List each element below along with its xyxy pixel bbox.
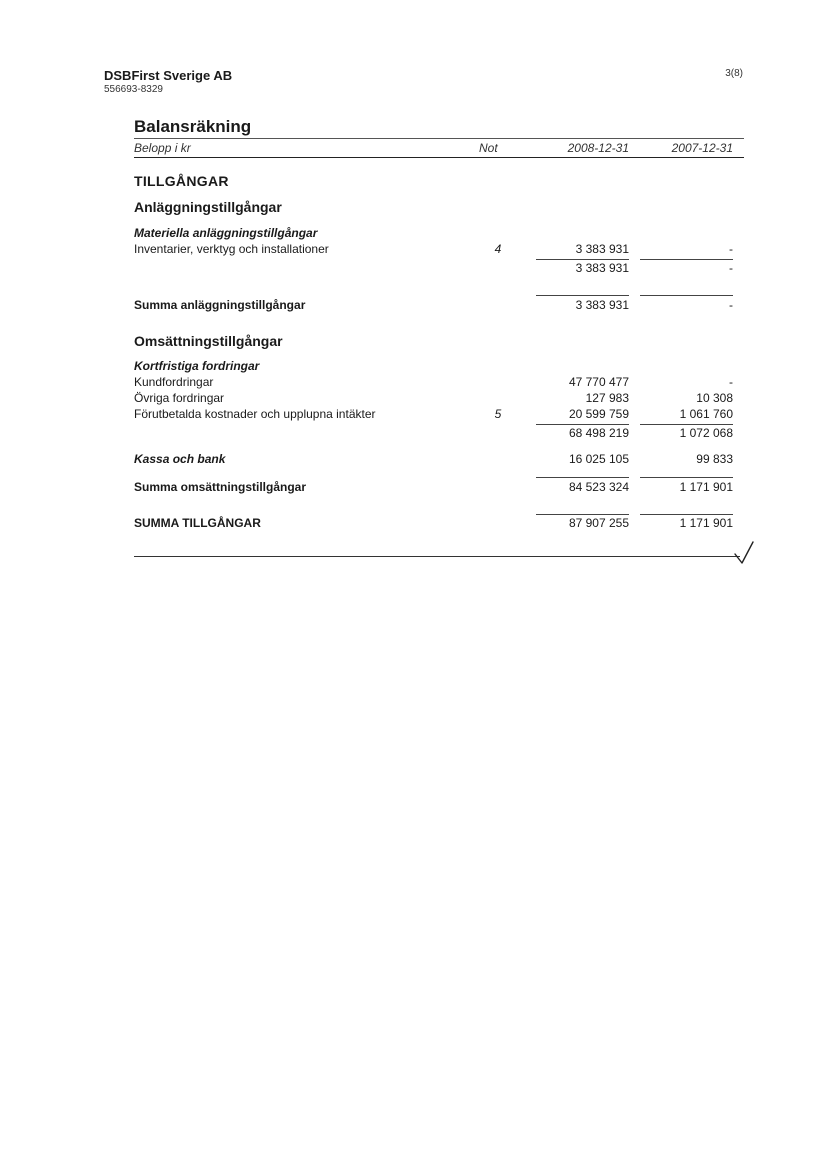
total-label: Summa anläggningstillgångar <box>134 298 306 312</box>
total-rule <box>536 295 629 296</box>
grand-total-rule <box>640 514 733 515</box>
row-note: 5 <box>494 407 502 421</box>
row-value-2008: 3 383 931 <box>575 242 629 256</box>
total-value-2008: 3 383 931 <box>575 298 629 312</box>
total-value-2007: 1 171 901 <box>679 480 733 494</box>
check-mark-icon <box>733 540 755 566</box>
row-value-2008: 20 599 759 <box>568 407 629 421</box>
row-label: Övriga fordringar <box>134 391 225 405</box>
column-header-2008: 2008-12-31 <box>567 141 629 155</box>
subtotal-rule <box>640 259 733 260</box>
row-value-2007: - <box>729 375 733 389</box>
subtotal-value-2007: 1 072 068 <box>679 426 733 440</box>
row-value-2008: 127 983 <box>585 391 629 405</box>
row-note: 4 <box>494 242 502 256</box>
subtotal-rule <box>640 424 733 425</box>
row-label: Kundfordringar <box>134 375 214 389</box>
cash-label: Kassa och bank <box>134 452 226 466</box>
row-value-2007: 10 308 <box>696 391 733 405</box>
total-rule <box>640 477 733 478</box>
cash-value-2007: 99 833 <box>696 452 733 466</box>
header-rule <box>134 157 744 158</box>
total-rule <box>640 295 733 296</box>
grand-total-value-2008: 87 907 255 <box>568 516 629 530</box>
page-number: 3(8) <box>725 68 743 79</box>
subtotal-value-2007: - <box>729 261 733 275</box>
page-title: Balansräkning <box>134 117 252 136</box>
section-assets-heading: TILLGÅNGAR <box>134 173 229 189</box>
total-label: Summa omsättningstillgångar <box>134 480 307 494</box>
grand-total-value-2007: 1 171 901 <box>679 516 733 530</box>
total-value-2008: 84 523 324 <box>568 480 629 494</box>
cash-value-2008: 16 025 105 <box>568 452 629 466</box>
row-value-2008: 47 770 477 <box>568 375 629 389</box>
grand-total-rule <box>536 514 629 515</box>
subtotal-value-2008: 3 383 931 <box>575 261 629 275</box>
grand-total-label: SUMMA TILLGÅNGAR <box>134 516 261 530</box>
row-label: Inventarier, verktyg och installationer <box>134 242 329 256</box>
title-rule <box>134 138 744 139</box>
org-number: 556693-8329 <box>104 84 163 95</box>
column-header-label: Belopp i kr <box>134 141 191 155</box>
total-value-2007: - <box>729 298 733 312</box>
tangible-assets-subheading: Materiella anläggningstillgångar <box>134 226 318 240</box>
subtotal-value-2008: 68 498 219 <box>568 426 629 440</box>
total-rule <box>536 477 629 478</box>
subtotal-rule <box>536 259 629 260</box>
receivables-subheading: Kortfristiga fordringar <box>134 359 260 373</box>
row-value-2007: - <box>729 242 733 256</box>
column-header-2007: 2007-12-31 <box>671 141 733 155</box>
column-header-note: Not <box>479 141 498 155</box>
fixed-assets-heading: Anläggningstillgångar <box>134 199 282 215</box>
row-value-2007: 1 061 760 <box>679 407 733 421</box>
subtotal-rule <box>536 424 629 425</box>
company-name: DSBFirst Sverige AB <box>104 68 233 83</box>
bottom-rule <box>134 556 740 557</box>
current-assets-heading: Omsättningstillgångar <box>134 333 283 349</box>
row-label: Förutbetalda kostnader och upplupna intäkter <box>134 407 376 421</box>
